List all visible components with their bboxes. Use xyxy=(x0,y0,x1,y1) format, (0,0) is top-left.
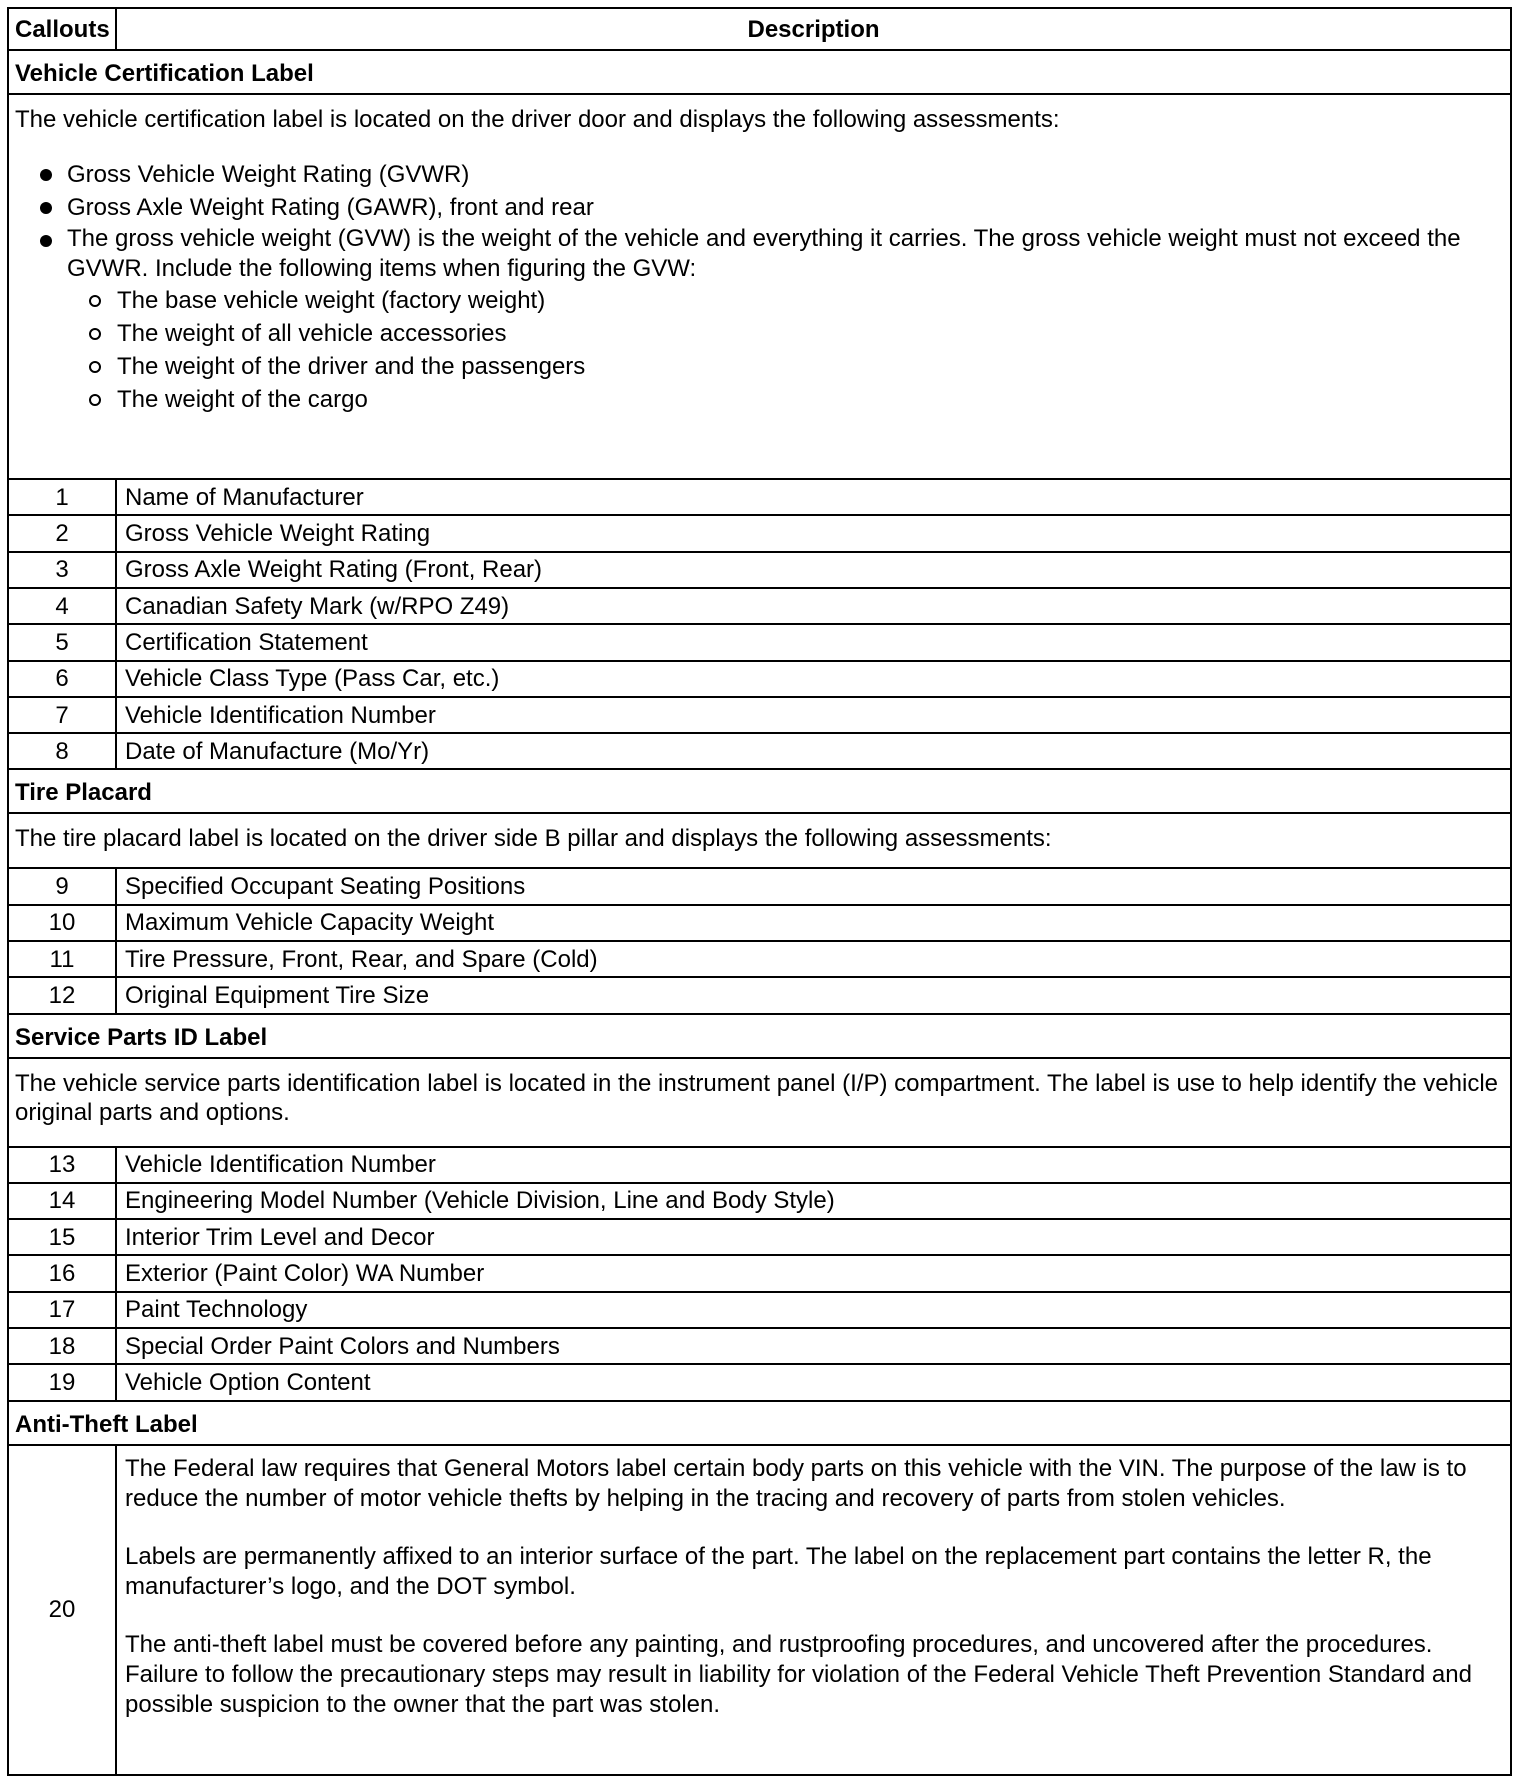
callout-row xyxy=(8,1364,1511,1400)
callout-number: 18 xyxy=(8,1328,116,1364)
section-body-row xyxy=(8,94,1511,479)
callouts-table xyxy=(7,7,1512,1776)
sub-bullet-item: The weight of the cargo xyxy=(87,383,1504,416)
callout-number: 15 xyxy=(8,1219,116,1255)
callout-number: 1 xyxy=(8,479,116,515)
callout-number: 20 xyxy=(8,1445,116,1775)
callout-description: Vehicle Class Type (Pass Car, etc.) xyxy=(116,661,1511,697)
callout-row xyxy=(8,1328,1511,1364)
bullet-item-gvw xyxy=(37,224,1504,416)
callout-description: Tire Pressure, Front, Rear, and Spare (Cold) xyxy=(116,941,1511,977)
section-title: Service Parts ID Label xyxy=(8,1014,1511,1058)
callout-row xyxy=(8,733,1511,769)
section-intro: The tire placard label is located on the driver side B pillar and displays the following assessments: xyxy=(8,813,1511,868)
callout-row xyxy=(8,1292,1511,1328)
bullet-item: Gross Axle Weight Rating (GAWR), front and rear xyxy=(37,191,1504,224)
header-row xyxy=(8,8,1511,50)
callout-row xyxy=(8,515,1511,551)
callout-number: 7 xyxy=(8,697,116,733)
callout-row xyxy=(8,868,1511,904)
callout-description: Gross Vehicle Weight Rating xyxy=(116,515,1511,551)
section-title-row xyxy=(8,1401,1511,1445)
section-body-row xyxy=(8,1058,1511,1147)
callout-number: 17 xyxy=(8,1292,116,1328)
callout-row xyxy=(8,1183,1511,1219)
callout-row xyxy=(8,552,1511,588)
callout-number: 11 xyxy=(8,941,116,977)
callout-row xyxy=(8,1255,1511,1291)
callout-row xyxy=(8,977,1511,1013)
bullet-text: The gross vehicle weight (GVW) is the weight of the vehicle and everything it carries. The gross vehicle weight must not exceed the GVWR. Include the following items when figuring the GVW: xyxy=(67,225,1461,282)
section-body-row xyxy=(8,813,1511,868)
callout-description: Certification Statement xyxy=(116,624,1511,660)
callout-description: Vehicle Identification Number xyxy=(116,1147,1511,1183)
callout-number: 16 xyxy=(8,1255,116,1291)
bullet-list xyxy=(15,158,1504,416)
callout-description: Engineering Model Number (Vehicle Division, Line and Body Style) xyxy=(116,1183,1511,1219)
section-title: Anti-Theft Label xyxy=(8,1401,1511,1445)
callout-description: Original Equipment Tire Size xyxy=(116,977,1511,1013)
callout-number: 2 xyxy=(8,515,116,551)
sub-bullet-item: The base vehicle weight (factory weight) xyxy=(87,284,1504,317)
callout-description: Interior Trim Level and Decor xyxy=(116,1219,1511,1255)
callout-row xyxy=(8,1147,1511,1183)
callout-number: 4 xyxy=(8,588,116,624)
callout-description: Specified Occupant Seating Positions xyxy=(116,868,1511,904)
callout-number: 6 xyxy=(8,661,116,697)
callout-number: 19 xyxy=(8,1364,116,1400)
section-intro: The vehicle certification label is located on the driver door and displays the following assessments: xyxy=(15,106,1060,133)
callout-description: Name of Manufacturer xyxy=(116,479,1511,515)
section-title-row xyxy=(8,50,1511,94)
callout-description: Date of Manufacture (Mo/Yr) xyxy=(116,733,1511,769)
callout-number: 10 xyxy=(8,905,116,941)
section-body xyxy=(8,94,1511,479)
paragraph: Labels are permanently affixed to an interior surface of the part. The label on the replacement part contains the letter R, the manufacturer’s logo, and the DOT symbol. xyxy=(125,1542,1432,1600)
section-intro: The vehicle service parts identification label is located in the instrument panel (I/P) compartment. The label is use to help identify the vehicle original parts and options. xyxy=(8,1058,1511,1147)
callout-row xyxy=(8,941,1511,977)
sub-bullet-item: The weight of the driver and the passengers xyxy=(87,350,1504,383)
callout-row xyxy=(8,1219,1511,1255)
sub-bullet-list xyxy=(67,284,1504,416)
section-title-row xyxy=(8,1014,1511,1058)
callout-description: Special Order Paint Colors and Numbers xyxy=(116,1328,1511,1364)
callouts-header: Callouts xyxy=(8,8,116,50)
callout-description: Paint Technology xyxy=(116,1292,1511,1328)
paragraph: The Federal law requires that General Motors label certain body parts on this vehicle with the VIN. The purpose of the law is to reduce the number of motor vehicle thefts by helping in the tracing and recovery of parts from stolen vehicles. xyxy=(125,1454,1467,1512)
callout-description: Maximum Vehicle Capacity Weight xyxy=(116,905,1511,941)
bullet-item: Gross Vehicle Weight Rating (GVWR) xyxy=(37,158,1504,191)
paragraph: The anti-theft label must be covered before any painting, and rustproofing procedures, and uncovered after the procedures. Failure to follow the precautionary steps may result in liability for violation of the Federal Vehicle Theft Prevention Standard and possible suspicion to the owner that the part was stolen. xyxy=(125,1630,1472,1718)
callout-number: 5 xyxy=(8,624,116,660)
section-title: Tire Placard xyxy=(8,769,1511,813)
callout-number: 13 xyxy=(8,1147,116,1183)
callout-row-anti-theft xyxy=(8,1445,1511,1775)
sub-bullet-item: The weight of all vehicle accessories xyxy=(87,317,1504,350)
callout-row xyxy=(8,697,1511,733)
callout-row xyxy=(8,588,1511,624)
callout-description: Vehicle Option Content xyxy=(116,1364,1511,1400)
callout-number: 3 xyxy=(8,552,116,588)
callout-row xyxy=(8,479,1511,515)
section-title-row xyxy=(8,769,1511,813)
callout-description: Exterior (Paint Color) WA Number xyxy=(116,1255,1511,1291)
callout-row xyxy=(8,661,1511,697)
callout-description: Gross Axle Weight Rating (Front, Rear) xyxy=(116,552,1511,588)
callout-description: Vehicle Identification Number xyxy=(116,697,1511,733)
callout-description xyxy=(116,1445,1511,1775)
callout-description: Canadian Safety Mark (w/RPO Z49) xyxy=(116,588,1511,624)
callout-row xyxy=(8,905,1511,941)
description-header: Description xyxy=(116,8,1511,50)
callout-row xyxy=(8,624,1511,660)
callout-number: 14 xyxy=(8,1183,116,1219)
section-title: Vehicle Certification Label xyxy=(8,50,1511,94)
callout-number: 9 xyxy=(8,868,116,904)
callout-number: 8 xyxy=(8,733,116,769)
callout-number: 12 xyxy=(8,977,116,1013)
